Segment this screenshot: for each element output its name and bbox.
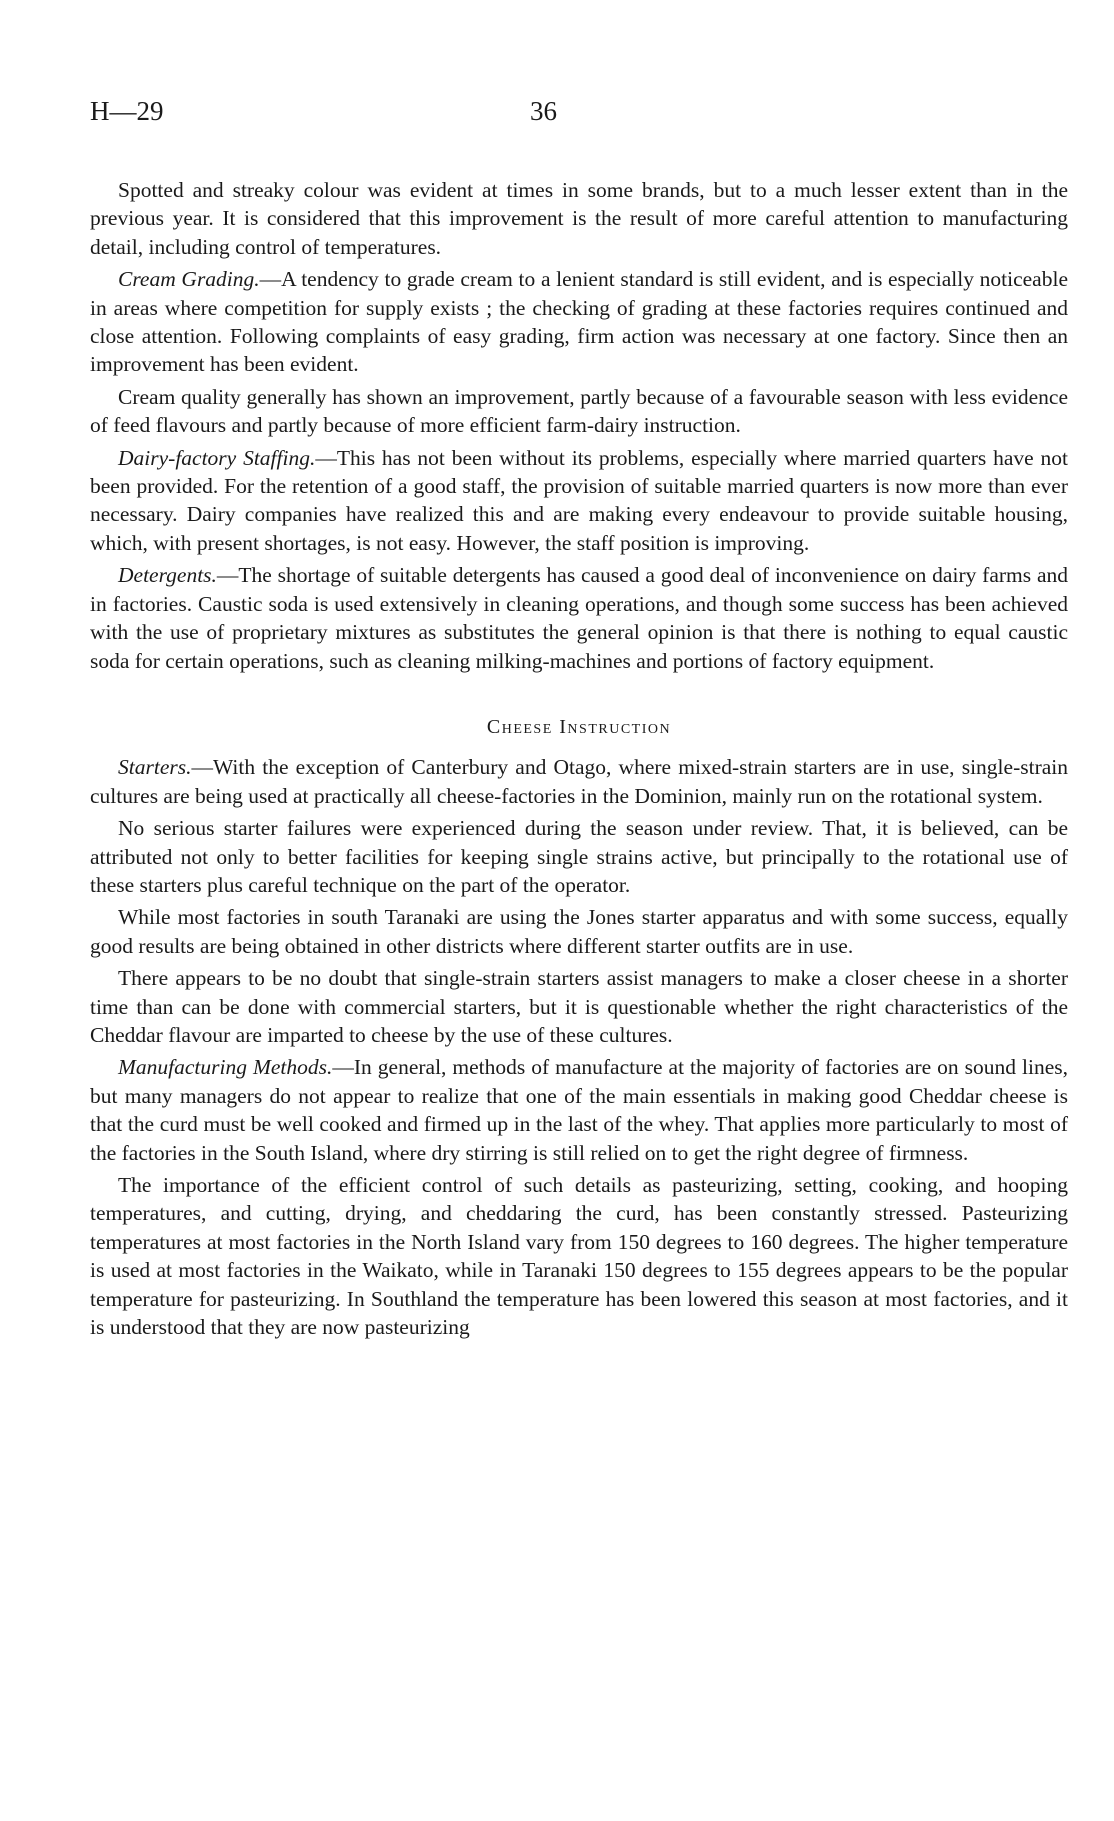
paragraph: Starters.—With the exception of Canterbury and Otago, where mixed-strain starters are in use, single-strain cultures are being used at practically all cheese-factories in the Dominion, mainly run on the rotational system. [90, 755, 1068, 808]
page-number: 36 [530, 96, 557, 126]
paragraph: Cream Grading.—A tendency to grade cream to a lenient standard is still evident, and is especially noticeable in areas where competition for supply exists ; the checking of grading at these factories requires continued and close attention. Following complaints of easy grading, firm action was necessary at one factory. Since then an improvement has been evident. [90, 267, 1068, 377]
paragraph: Spotted and streaky colour was evident at times in some brands, but to a much lesser extent than in the previous year. It is considered that this improvement is the result of more careful attention to manufacturing detail, including control of temperatures. [90, 178, 1068, 259]
paragraph-lead: Dairy-factory Staffing. [118, 445, 316, 470]
paragraph: Dairy-factory Staffing.—This has not been without its problems, especially where married quarters have not been provided. For the retention of a good staff, the provision of suitable married quarters is now more than ever necessary. Dairy companies have realized this and are making every endeavour to provide suitable housing, which, with present shortages, is not easy. However, the staff position is improving. [90, 445, 1068, 555]
paragraph: Manufacturing Methods.—In general, methods of manufacture at the majority of factories are on sound lines, but many managers do not appear to realize that one of the main essentials in making good Cheddar cheese is that the curd must be well cooked and firmed up in the last of the whey. That applies more particularly to most of the factories in the South Island, where dry stirring is still relied on to get the right degree of firmness. [90, 1055, 1068, 1165]
paragraph: There appears to be no doubt that single-strain starters assist managers to make a closer cheese in a shorter time than can be done with commercial starters, but it is questionable whether the right characteristics of the Cheddar flavour are imparted to cheese by the use of these cultures. [90, 966, 1068, 1047]
paragraphs-top [90, 176, 1068, 675]
paragraph: No serious starter failures were experienced during the season under review. That, it is believed, can be attributed not only to better facilities for keeping single strains active, but principally to the rotational use of these starters plus careful technique on the part of the operator. [90, 816, 1068, 897]
paragraphs-bottom [90, 753, 1068, 1341]
page-header [90, 96, 1068, 136]
paragraph: The importance of the efficient control of such details as pasteurizing, setting, cooking, and hooping temperatures, and cutting, drying, and cheddaring the curd, has been constantly stressed. Pasteurizing temperatures at most factories in the North Island vary from 150 degrees to 160 degrees. The higher temperature is used at most factories in the Waikato, while in Taranaki 150 degrees to 155 degrees appears to be the popular temperature for pasteurizing. In Southland the temperature has been lowered this season at most factories, and it is understood that they are now pasteurizing [90, 1173, 1068, 1340]
paragraph: Detergents.—The shortage of suitable detergents has caused a good deal of inconvenience on dairy farms and in factories. Caustic soda is used extensively in cleaning operations, and though some success has been achieved with the use of proprietary mixtures as substitutes the general opinion is that there is nothing to equal caustic soda for certain operations, such as cleaning milking-machines and portions of factory equipment. [90, 563, 1068, 673]
paragraph-lead: Manufacturing Methods. [118, 1055, 333, 1080]
paragraph-lead: Starters. [118, 755, 192, 780]
paragraph: Cream quality generally has shown an improvement, partly because of a favourable season with less evidence of feed flavours and partly because of more efficient farm-dairy instruction. [90, 384, 1068, 438]
section-heading: Cheese Instruction [486, 715, 672, 738]
report-reference: H—29 [90, 96, 164, 126]
document-body [90, 176, 1068, 1341]
paragraph-lead: Detergents. [118, 563, 217, 588]
paragraph-lead: Cream Grading. [118, 267, 260, 292]
document-page [90, 96, 1068, 1345]
paragraph: While most factories in south Taranaki are using the Jones starter apparatus and with some success, equally good results are being obtained in other districts where different starter outfits are in use. [90, 905, 1068, 958]
